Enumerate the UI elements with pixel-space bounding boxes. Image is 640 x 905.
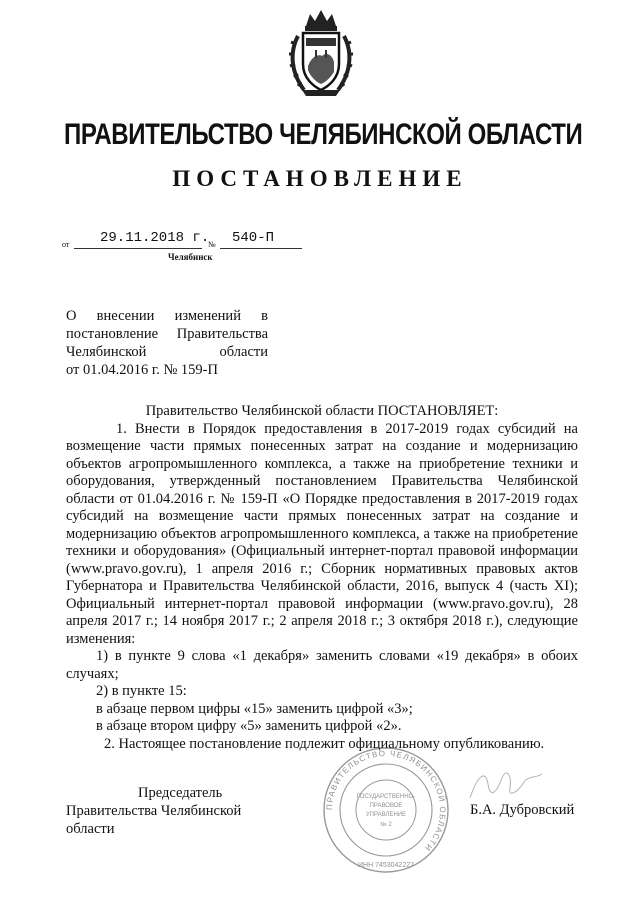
body-subitem-2: 2) в пункте 15: [96, 683, 187, 699]
document-body [66, 403, 578, 753]
document-type: ПОСТАНОВЛЕНИЕ [172, 166, 468, 191]
document-date: 29.11.2018 г. [100, 230, 210, 246]
subject-line: О внесении изменений в [66, 308, 268, 324]
subject-line: постановление Правительства [66, 326, 268, 342]
seal-inner-line: УПРАВЛЕНИЕ [365, 812, 407, 818]
seal-inner-line: ГОСУДАРСТВЕННО- [356, 794, 416, 800]
coat-of-arms-emblem [288, 6, 354, 98]
body-subitem-2a: в абзаце первом цифры «15» заменить цифрой «3»; [96, 700, 413, 717]
government-title: ПРАВИТЕЛЬСТВО ЧЕЛЯБИНСКОЙ ОБЛАСТИ [64, 118, 583, 151]
signatory-title [66, 784, 276, 838]
signatory-title-line: Правительства Челябинской области [66, 803, 242, 837]
seal-inner-line: ПРАВОВОЕ [369, 803, 403, 809]
body-item-1: 1. Внести в Порядок предоставления в 2017-2019 годах субсидий на возмещение части прямых понесенных затрат на создание и модернизацию объектов агропромышленного комплекса, а также на приобретение техники и оборудования, утвержденный постановлением Правительства Челябинской области от 01.04.2016 г. № 159-П «О Порядке предоставления в 2017-2019 годах субсидий на возмещение части прямых понесенных затрат на создание и модернизацию объектов агропромышленного комплекса, а также на приобретение техники и оборудования» (Официальный интернет-портал правовой информации (www.pravo.gov.ru), 1 апреля 2016 г.; Сборник нормативных правовых актов Губернатора и Правительства Челябинской области, 2016, выпуск 4 (часть XI); Официальный интернет-портал правовой информации (www.pravo.gov.ru), 28 апреля 2017 г.; 14 ноября 2017 г.; 2 апреля 2018 г.; 3 октября 2018 г.), следующие изменения: [66, 420, 578, 647]
subject-line: от 01.04.2016 г. № 159-П [66, 362, 218, 378]
from-label: от [62, 240, 70, 249]
document-number: 540-П [232, 230, 275, 246]
seal-outer-text: ПРАВИТЕЛЬСТВО ЧЕЛЯБИНСКОЙ ОБЛАСТИ [324, 748, 448, 854]
signatory-title-line: Председатель [138, 785, 223, 801]
body-intro: Правительство Челябинской области ПОСТАНОВЛЯЕТ: [145, 403, 499, 419]
document-subject [66, 307, 268, 379]
official-seal [318, 746, 454, 874]
seal-inn: ИНН 7453042227 [357, 862, 415, 869]
body-subitem-2b: в абзаце втором цифру «5» заменить цифрой «2». [96, 718, 402, 734]
number-underline [220, 248, 302, 249]
body-subitem-1: 1) в пункте 9 слова «1 декабря» заменить словами «19 декабря» в обоих случаях; [66, 648, 578, 682]
date-underline [74, 248, 202, 249]
number-label: № [208, 240, 216, 249]
city-label: Челябинск [168, 252, 213, 262]
signatory-name: Б.А. Дубровский [470, 802, 575, 818]
seal-inner-line: № 2 [380, 822, 392, 828]
subject-line: Челябинской области [66, 344, 268, 360]
body-item-2: 2. Настоящее постановление подлежит официальному опубликованию. [104, 735, 545, 752]
